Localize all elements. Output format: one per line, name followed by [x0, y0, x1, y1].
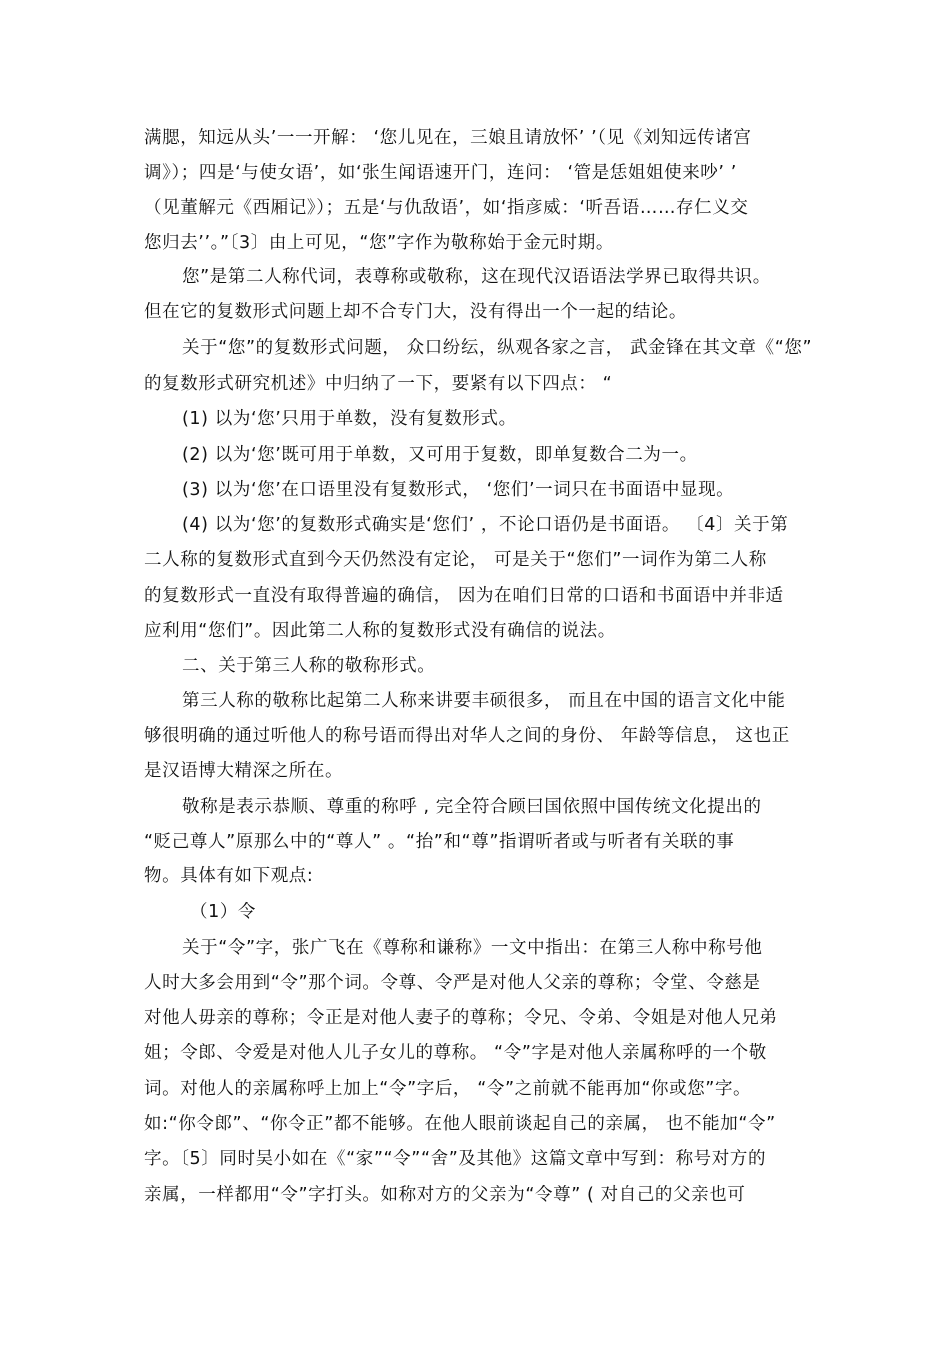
text-line: 您”是第二人称代词，表尊称或敬称，这在现代汉语语法学界已取得共识。: [182, 267, 771, 287]
text-line: 满腮，知远从头’一一开解： ‘您儿见在，三娘且请放怀’ ’（见《刘知远传诸宫: [144, 128, 752, 148]
text-line: 的复数形式研究机述》中归纳了一下，要紧有以下四点： “: [144, 374, 613, 394]
text-line: 人时大多会用到“令”那个词。令尊、令严是对他人父亲的尊称；令堂、令慈是: [144, 973, 761, 993]
text-line: 字。〔5〕同时吴小如在《“家”“令”“舍”及其他》这篇文章中写到：称号对方的: [144, 1149, 767, 1169]
text-line: 词。对他人的亲属称呼上加上“令”字后， “令”之前就不能再加“你或您”字。: [144, 1079, 752, 1099]
text-line: 关于“您”的复数形式问题， 众口纷纭，纵观各家之言， 武金锋在其文章《“您”: [182, 338, 813, 358]
list-item: (1) 以为‘您’只用于单数，没有复数形式。: [182, 409, 517, 429]
list-item: (3) 以为‘您’在口语里没有复数形式， ‘您们’一词只在书面语中显现。: [182, 480, 735, 500]
text-line: 第三人称的敬称比起第二人称来讲要丰硕很多， 而且在中国的语言文化中能: [182, 691, 786, 711]
text-line: 亲属，一样都用“令”字打头。如称对方的父亲为“令尊” ( 对自己的父亲也可: [144, 1185, 746, 1205]
text-line: 物。具体有如下观点:: [144, 866, 314, 886]
text-line: 是汉语博大精深之所在。: [144, 761, 344, 781]
text-line: 够很明确的通过听他人的称号语而得出对华人之间的身份、 年龄等信息， 这也正: [144, 726, 790, 746]
text-line: 敬称是表示恭顺、尊重的称呼 , 完全符合顾曰国依照中国传统文化提出的: [182, 797, 762, 817]
list-item: (2) 以为‘您’既可用于单数，又可用于复数，即单复数合二为一。: [182, 445, 698, 465]
text-line: “贬己尊人”原那么中的“尊人” 。“抬”和“尊”指谓听者或与听者有关联的事: [144, 832, 735, 852]
text-line: 对他人毋亲的尊称；令正是对他人妻子的尊称；令兄、令弟、令姐是对他人兄弟: [144, 1008, 778, 1028]
subsection-heading: （1）令: [190, 902, 257, 922]
list-item: (4) 以为‘您’的复数形式确实是‘您们’ ，不论口语仍是书面语。 〔4〕关于第: [182, 515, 789, 535]
text-line: 调》）；四是‘与使女语’，如‘张生闻语速开门，连问： ‘管是恁姐姐使来吵’ ’: [144, 163, 737, 183]
text-line: 二人称的复数形式直到今天仍然没有定论， 可是关于“您们”一词作为第二人称: [144, 550, 767, 570]
text-line: （见董解元《西厢记》）；五是‘与仇敌语’，如‘指彦威：‘听吾语……存仁义交: [144, 198, 749, 218]
text-line: 应利用“您们”。因此第二人称的复数形式没有确信的说法。: [144, 621, 616, 641]
text-line: 关于“令”字，张广飞在《尊称和谦称》一文中指出：在第三人称中称号他: [182, 938, 763, 958]
text-line: 您归去’’。”〔3〕由上可见，“您”字作为敬称始于金元时期。: [144, 233, 614, 253]
section-heading: 二、关于第三人称的敬称形式。: [182, 656, 436, 676]
text-line: 但在它的复数形式问题上却不合专门大，没有得出一个一起的结论。: [144, 302, 687, 322]
text-line: 如:“你令郎”、“你令正”都不能够。在他人眼前谈起自己的亲属， 也不能加“令”: [144, 1114, 776, 1134]
text-line: 的复数形式一直没有取得普遍的确信， 因为在咱们日常的口语和书面语中并非适: [144, 586, 784, 606]
text-line: 姐；令郎、令爱是对他人儿子女儿的尊称。 “令”字是对他人亲属称呼的一个敬: [144, 1043, 767, 1063]
